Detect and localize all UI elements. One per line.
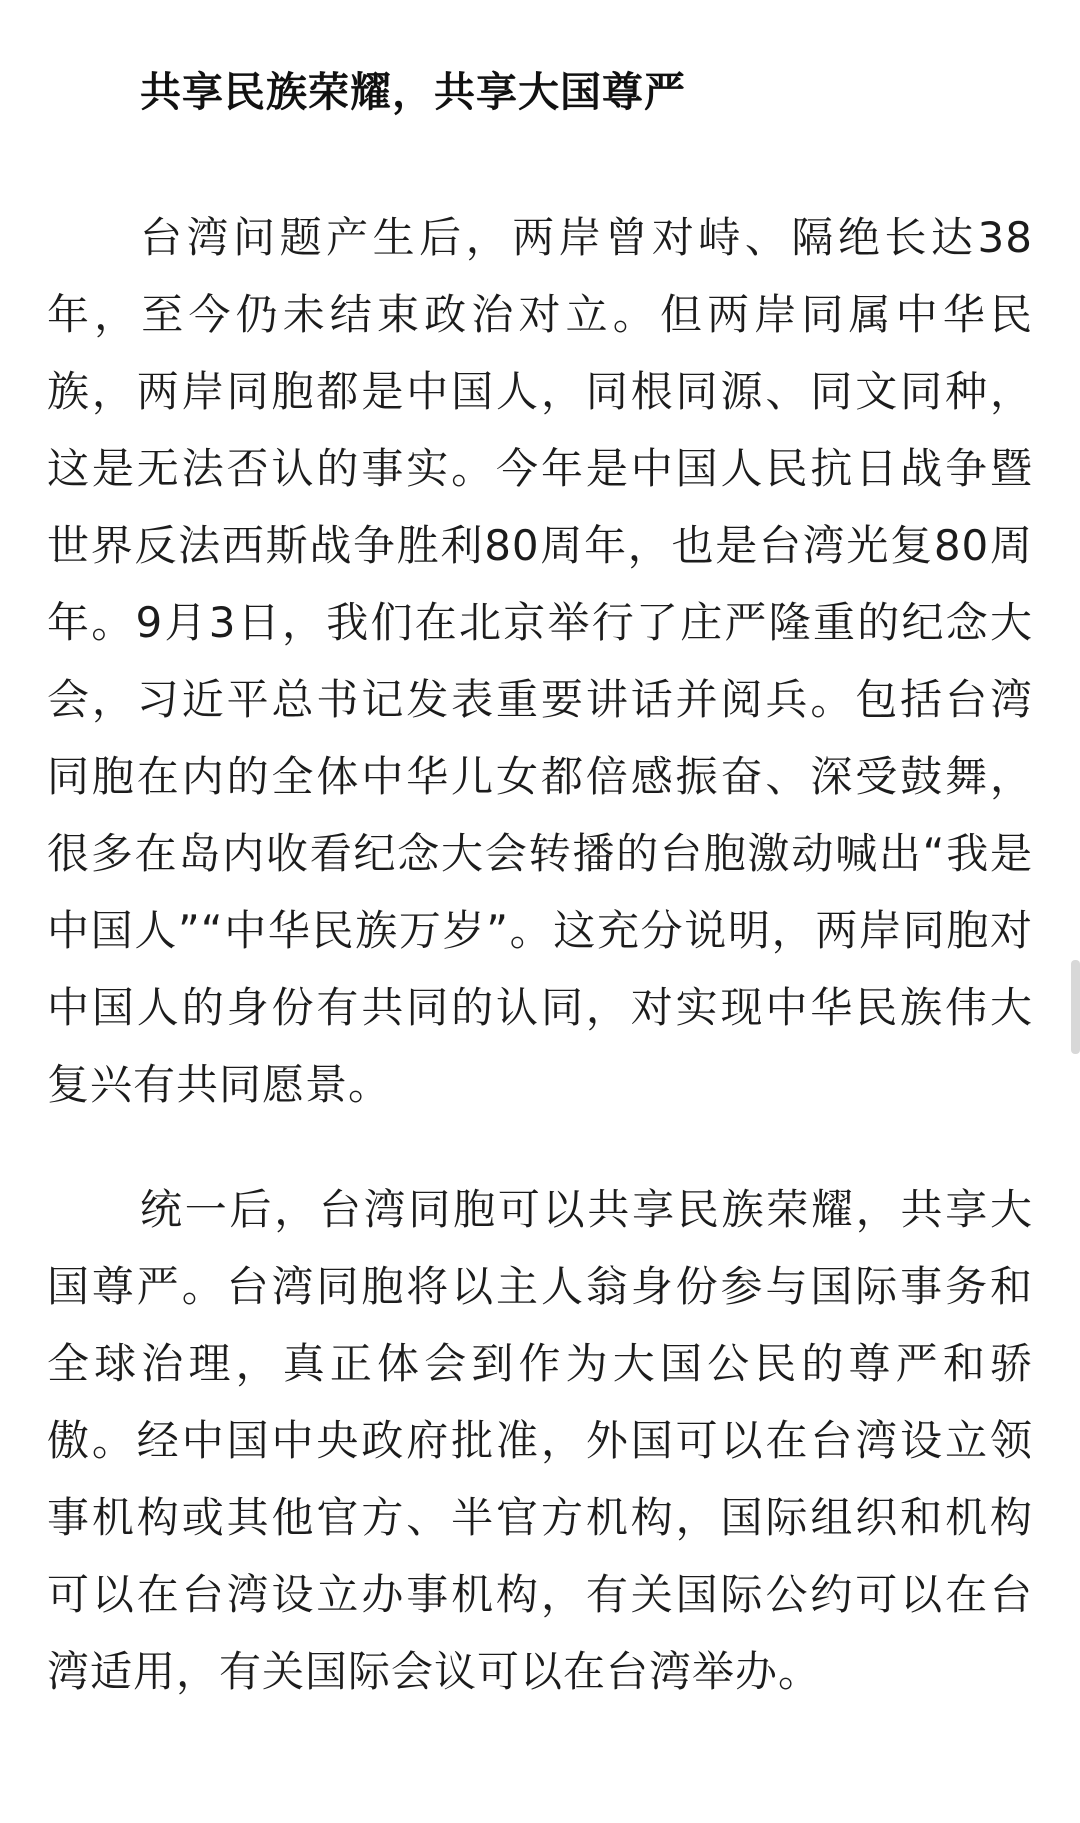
- scrollbar-thumb[interactable]: [1071, 960, 1080, 1054]
- article-paragraph-2: 统一后，台湾同胞可以共享民族荣耀，共享大国尊严。台湾同胞将以主人翁身份参与国际事务和全球治理，真正体会到作为大国公民的尊严和骄傲。经中国中央政府批准，外国可以在台湾设立领事机构或其他官方、半官方机构，国际组织和机构可以在台湾设立办事机构，有关国际公约可以在台湾适用，有关国际会议可以在台湾举办。: [47, 1185, 1033, 1696]
- article-paragraph-1: 台湾问题产生后，两岸曾对峙、隔绝长达38年，至今仍未结束政治对立。但两岸同属中华民族，两岸同胞都是中国人，同根同源、同文同种，这是无法否认的事实。今年是中国人民抗日战争暨世界反法西斯战争胜利80周年，也是台湾光复80周年。9月3日，我们在北京举行了庄严隆重的纪念大会，习近平总书记发表重要讲话并阅兵。包括台湾同胞在内的全体中华儿女都倍感振奋、深受鼓舞，很多在岛内收看纪念大会转播的台胞激动喊出“我是中国人”“中华民族万岁”。这充分说明，两岸同胞对中国人的身份有共同的认同，对实现中华民族伟大复兴有共同愿景。: [47, 213, 1033, 1109]
- article-heading: 共享民族荣耀，共享大国尊严: [140, 68, 686, 116]
- article: [47, 0, 1033, 1710]
